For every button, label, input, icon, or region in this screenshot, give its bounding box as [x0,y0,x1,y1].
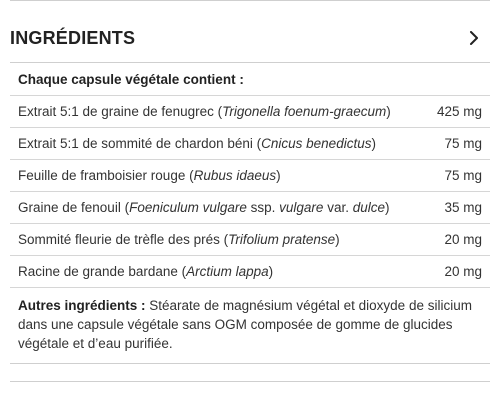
table-row [10,160,490,192]
ingredient-name: Sommité fleurie de trèfle des prés (Trifolium pratense) [18,232,340,247]
ingredient-amount: 20 mg [444,264,482,279]
top-divider [10,0,490,1]
table-row [10,192,490,224]
ingredient-name: Racine de grande bardane (Arctium lappa) [18,264,274,279]
table-header-label: Chaque capsule végétale contient : [18,71,244,87]
ingredient-name: Extrait 5:1 de graine de fenugrec (Trigonella foenum-graecum) [18,104,391,119]
other-ingredients-label: Autres ingrédients : [18,298,146,313]
ingredient-amount: 425 mg [436,104,482,119]
table-row [10,224,490,256]
table-row [10,96,490,128]
other-ingredients-text: Stéarate de magnésium végétal et dioxyde de silicium dans une capsule végétale sans OGM composée de gomme de glucides végétale et d’eau purifiée. [18,298,472,351]
ingredient-amount: 35 mg [444,200,482,215]
section-title: INGRÉDIENTS [10,27,136,48]
ingredient-amount: 75 mg [444,168,482,183]
table-header [10,63,490,96]
ingredient-name: Extrait 5:1 de sommité de chardon béni (Cnicus benedictus) [18,136,376,151]
table-row [10,128,490,160]
ingredient-amount: 20 mg [444,232,482,247]
ingredient-name: Graine de fenouil (Foeniculum vulgare ssp. vulgare var. dulce) [18,200,390,215]
chevron-right-icon[interactable] [464,28,484,48]
ingredients-table [10,62,490,364]
table-row [10,256,490,288]
other-ingredients [10,288,490,363]
ingredient-amount: 75 mg [444,136,482,151]
bottom-divider [10,381,490,382]
ingredients-accordion-header[interactable] [10,14,490,62]
ingredient-name: Feuille de framboisier rouge (Rubus idaeus) [18,168,281,183]
